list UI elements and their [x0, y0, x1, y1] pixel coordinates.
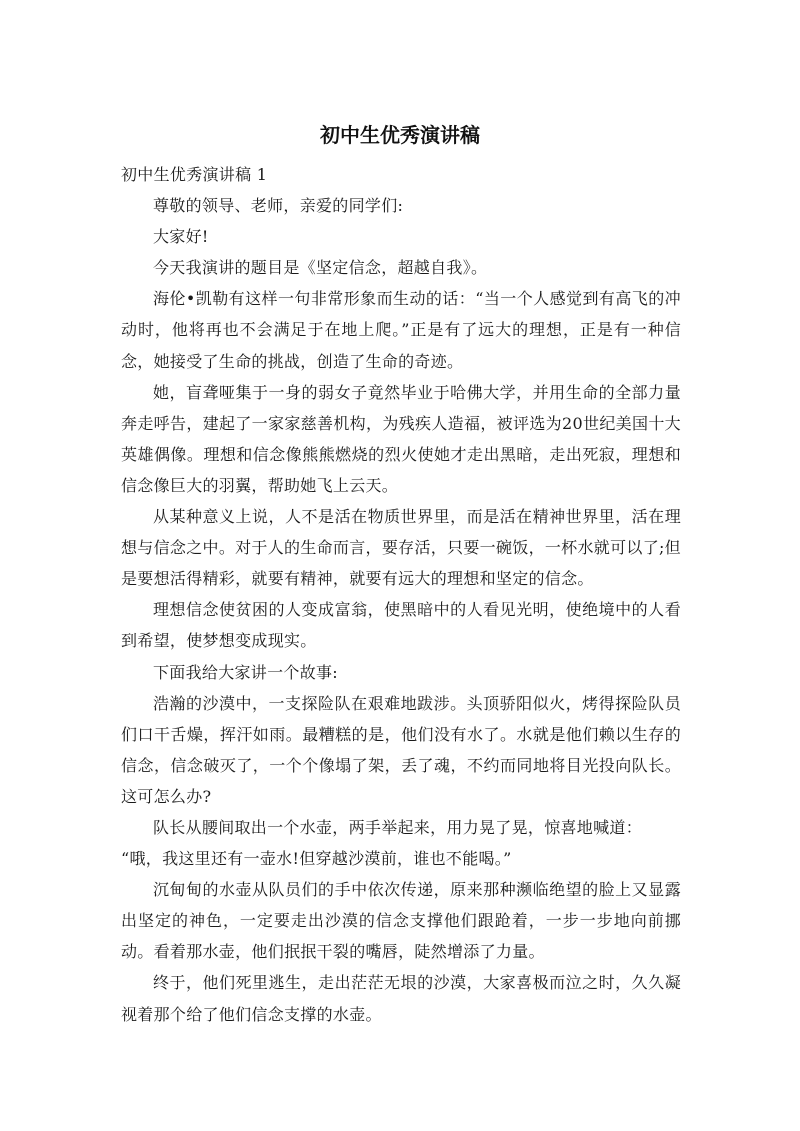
- paragraph-hello: 大家好!: [153, 227, 209, 247]
- paragraph-helen-keller-quote: 海伦•凯勒有这样一句非常形象而生动的话：“当一个人感觉到有高飞的冲动时，他将再也不会满足于在地上爬。”正是有了远大的理想，正是有一种信念，她接受了生命的挑战，创造了生命的奇迹。: [121, 289, 681, 371]
- paragraph-belief-power: 理想信念使贫困的人变成富翁，使黑暗中的人看见光明，使绝境中的人看到希望，使梦想变成现实。: [121, 600, 681, 651]
- paragraph-kettle-passed: 沉甸甸的水壶从队员们的手中依次传递，原来那种濒临绝望的脸上又显露出坚定的神色，一定要走出沙漠的信念支撑他们跟跄着，一步一步地向前挪动。看着那水壶，他们抿抿干裂的嘴唇，陡然增添了力量。: [121, 880, 681, 962]
- paragraph-spiritual-world: 从某种意义上说，人不是活在物质世界里，而是活在精神世界里，活在理想与信念之中。对于人的生命而言，要存活，只要一碗饭，一杯水就可以了;但是要想活得精彩，就要有精神，就要有远大的理想和坚定的信念。: [121, 507, 681, 589]
- paragraph-captain-action: 队长从腰间取出一个水壶，两手举起来，用力晃了晃，惊喜地喊道：: [153, 817, 643, 837]
- paragraph-escape: 终于，他们死里逃生，走出茫茫无垠的沙漠，大家喜极而泣之时，久久凝视着那个给了他们信念支撑的水壶。: [121, 973, 681, 1024]
- paragraph-topic: 今天我演讲的题目是《坚定信念，超越自我》。: [153, 258, 488, 278]
- paragraph-desert-story: 浩瀚的沙漠中，一支探险队在艰难地跋涉。头顶骄阳似火，烤得探险队员们口干舌燥，挥汗如雨。最糟糕的是，他们没有水了。水就是他们赖以生存的信念，信念破灭了，一个个像塌了架，丢了魂，不约而同地将目光投向队长。这可怎么办?: [121, 693, 681, 806]
- paragraph-story-intro: 下面我给大家讲一个故事:: [153, 662, 338, 682]
- document-title: 初中生优秀演讲稿: [320, 123, 480, 147]
- paragraph-greeting: 尊敬的领导、老师，亲爱的同学们:: [153, 196, 404, 216]
- paragraph-captain-quote: “哦，我这里还有一壶水!但穿越沙漠前，谁也不能喝。”: [121, 849, 512, 869]
- paragraph-helen-keller-life: 她，盲聋哑集于一身的弱女子竟然毕业于哈佛大学，并用生命的全部力量奔走呼告，建起了一家家慈善机构，为残疾人造福，被评选为20世纪美国十大英雄偶像。理想和信念像熊熊燃烧的烈火使她才走出黑暗，走出死寂，理想和信念像巨大的羽翼，帮助她飞上云天。: [121, 382, 681, 495]
- document-body: [121, 159, 681, 1030]
- section-heading: 初中生优秀演讲稿 1: [121, 165, 268, 184]
